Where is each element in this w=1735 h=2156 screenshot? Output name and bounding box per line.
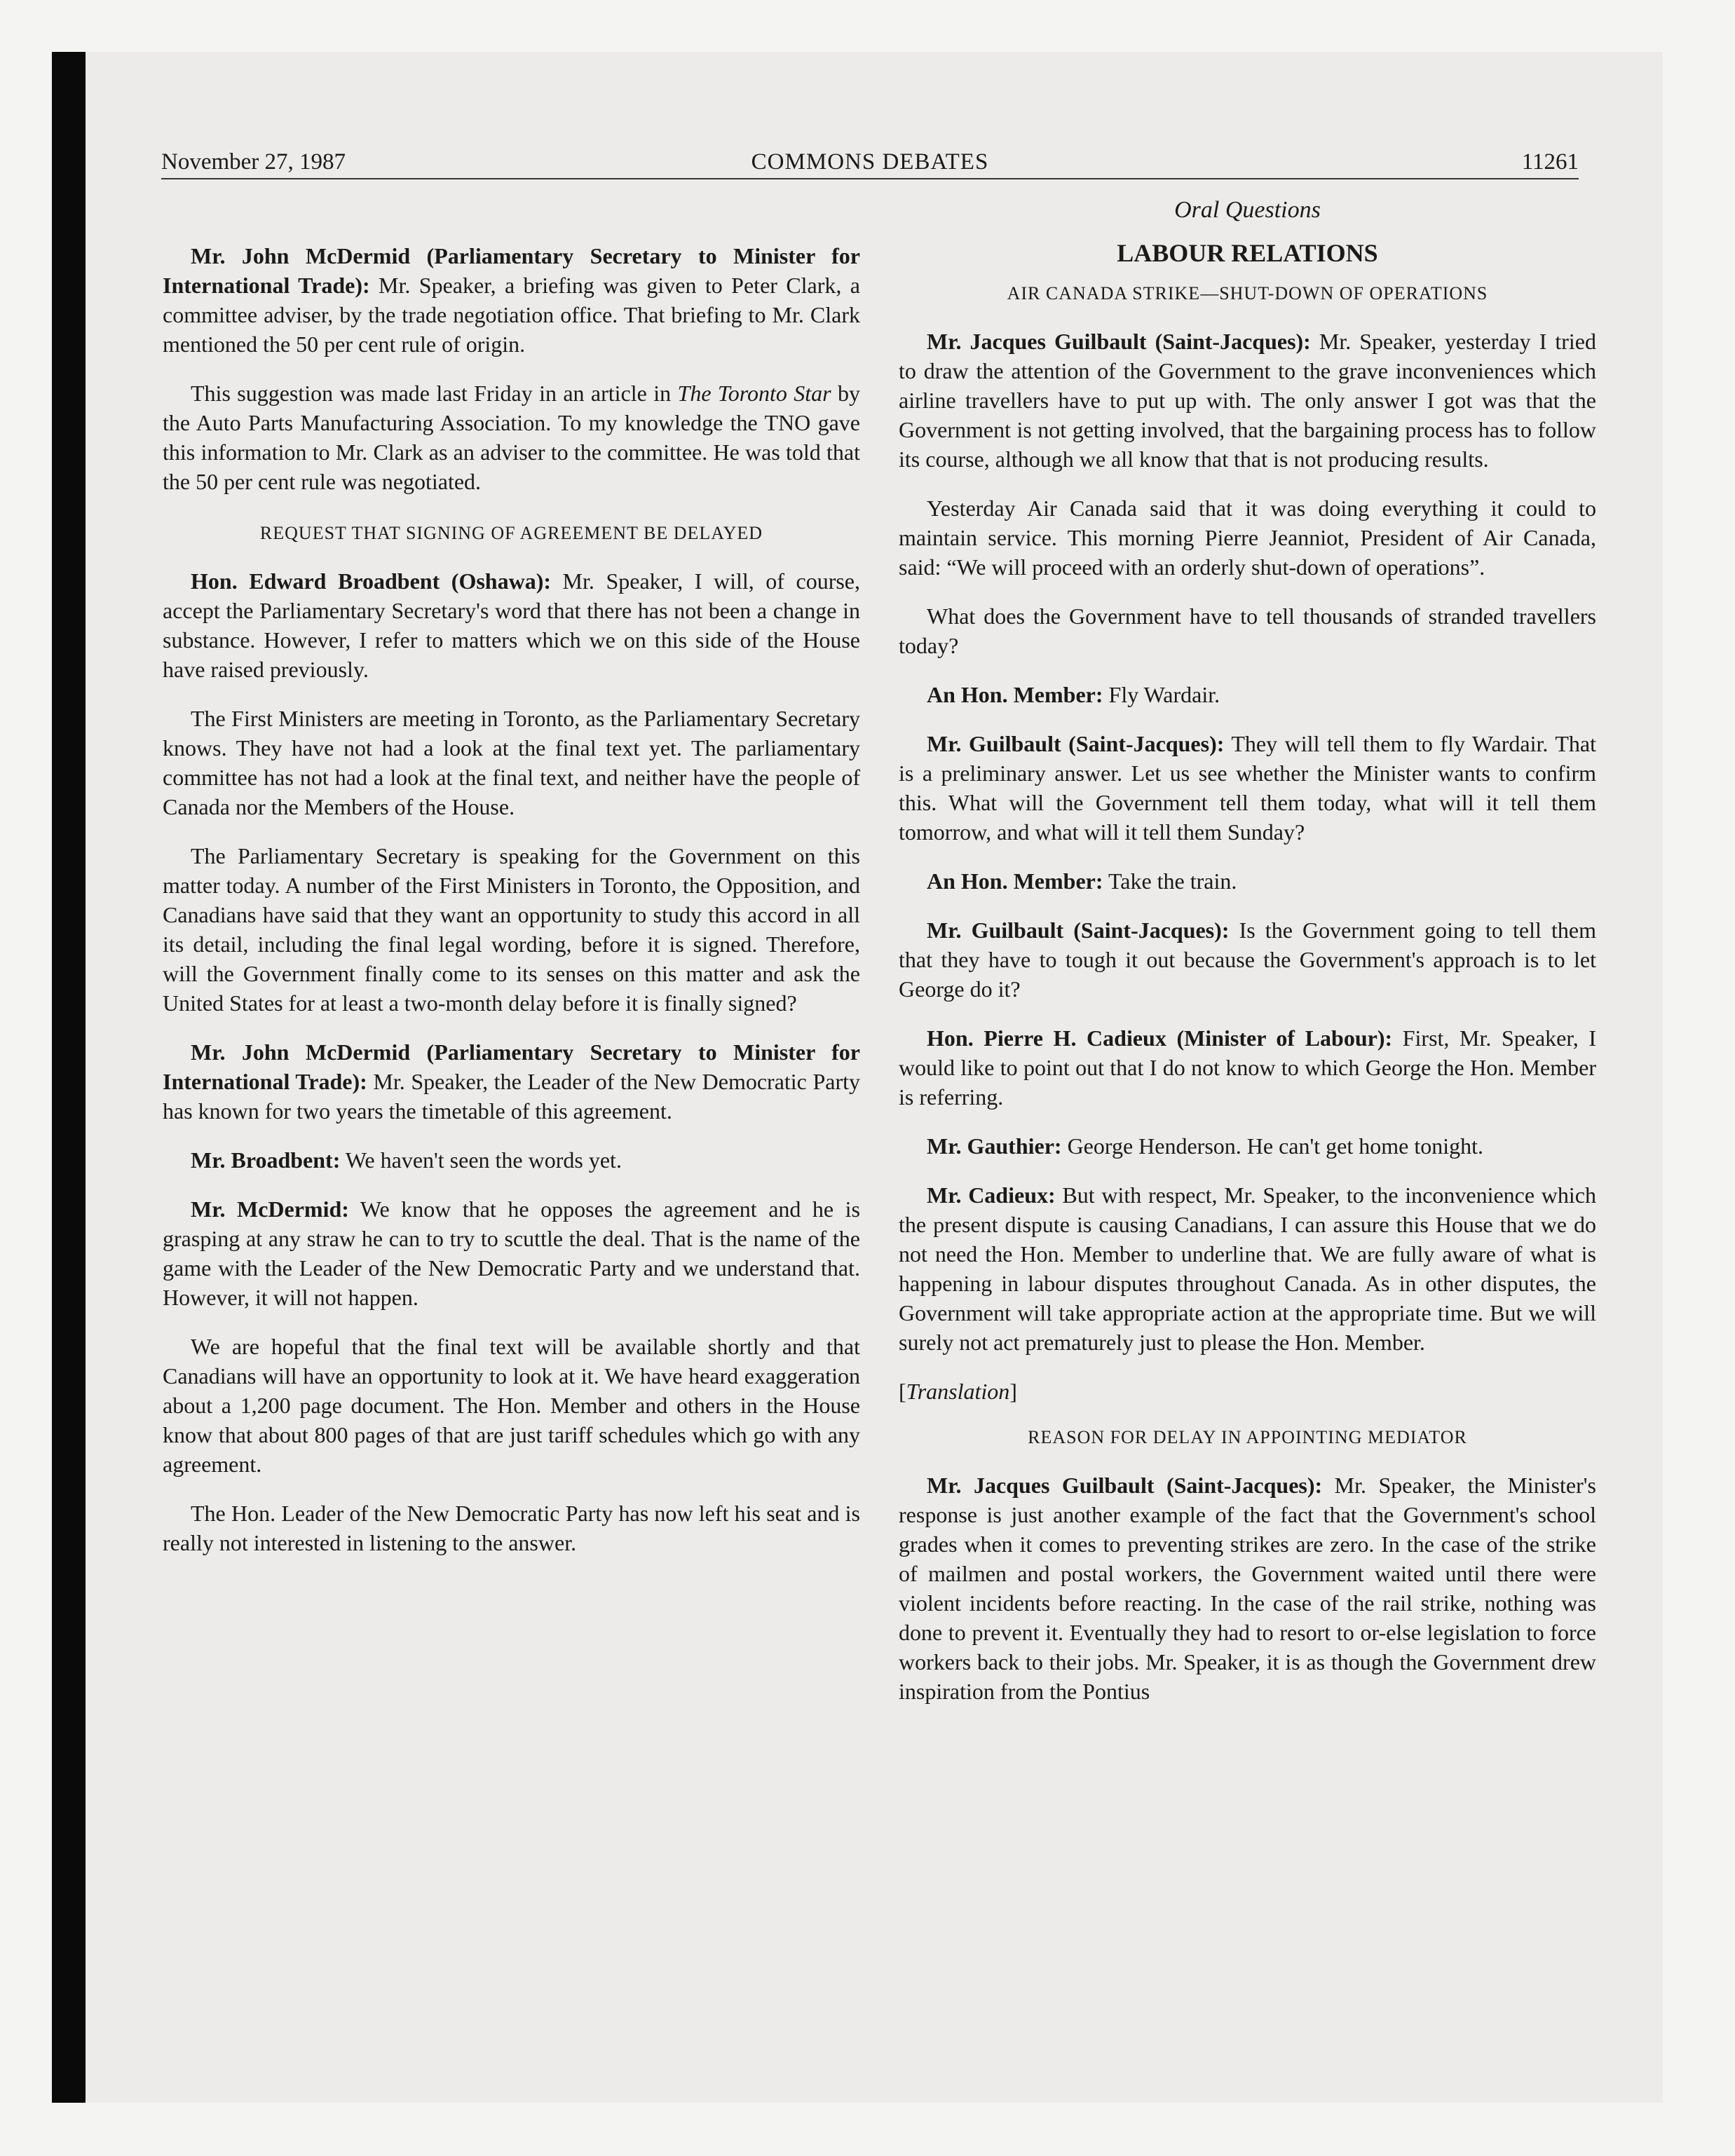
speaker-name: Mr. Guilbault (Saint-Jacques): xyxy=(927,917,1230,943)
paragraph xyxy=(163,378,860,496)
paragraph: We are hopeful that the final text will be available shortly and that Canadians will have an opportunity to look at it. We have heard exaggeration about a 1,200 page document. The Hon. Member and others in the House know that about 800 pages of that are just tariff schedules which go with any agreement. xyxy=(163,1334,860,1477)
paragraph-text: This suggestion was made last Friday in an article in xyxy=(191,381,678,406)
paragraph xyxy=(899,729,1596,847)
paragraph xyxy=(163,241,860,359)
paragraph xyxy=(899,915,1596,1004)
paragraph-text: Mr. Speaker, yesterday I tried to draw the attention of the Government to the grave inconveniences which airline travellers have to put up with. The only answer I got was that the Government is not getting involved, that the bargaining process has to follow its course, although we all know that that is not producing results. xyxy=(899,329,1597,472)
speaker-name: An Hon. Member: xyxy=(927,682,1103,707)
paragraph: The First Ministers are meeting in Toronto, as the Parliamentary Secretary knows. They have not had a look at the final text yet. The parliamentary committee has not had a look at the final text, and neither have the people of Canada nor the Members of the House. xyxy=(163,706,860,819)
paragraph: What does the Government have to tell thousands of stranded travellers today? xyxy=(899,603,1596,658)
paragraph-text: But with respect, Mr. Speaker, to the inconvenience which the present dispute is causing Canadians, I can assure this House that we do not need the Hon. Member to underline that. We are fully aware of what is happening in labour disputes throughout Canada. As in other disputes, the Government will take appropriate action at the appropriate time. But we will surely not act prematurely just to please the Hon. Member. xyxy=(899,1182,1597,1355)
paragraph xyxy=(899,866,1596,896)
running-head xyxy=(161,146,1579,179)
paragraph-text: We know that he opposes the agreement and he is grasping at any straw he can to try to scuttle the deal. That is the name of the game with the Leader of the New Democratic Party and we understand that. However, it will not happen. xyxy=(163,1196,860,1310)
paragraph-text: Mr. Speaker, the Leader of the New Democratic Party has known for two years the timetable of this agreement. xyxy=(163,1069,861,1124)
subheading: AIR CANADA STRIKE—SHUT-DOWN OF OPERATIONS xyxy=(1007,283,1488,303)
speaker-name: Mr. Broadbent: xyxy=(191,1147,341,1173)
paragraph xyxy=(163,1145,860,1175)
paragraph xyxy=(163,566,860,684)
page-number: 11261 xyxy=(1521,149,1579,175)
translation-marker xyxy=(899,1377,1596,1406)
speaker-name: Mr. John McDermid (Parliamentary Secretary to Minister for International Trade): xyxy=(163,1039,860,1094)
paragraph-text: Mr. Speaker, a briefing was given to Peter Clark, a committee adviser, by the trade negotiation office. That briefing to Mr. Clark mentioned the 50 per cent rule of origin. xyxy=(163,273,861,357)
publication-title: COMMONS DEBATES xyxy=(751,149,989,175)
speaker-name: An Hon. Member: xyxy=(927,868,1103,894)
paragraph xyxy=(899,680,1596,709)
newspaper-title: The Toronto Star xyxy=(677,381,831,406)
subheading: REASON FOR DELAY IN APPOINTING MEDIATOR xyxy=(1028,1427,1467,1447)
speaker-name: Mr. Jacques Guilbault (Saint-Jacques): xyxy=(927,1473,1323,1498)
paragraph: The Parliamentary Secretary is speaking for the Government on this matter today. A number of the First Ministers in Toronto, the Opposition, and Canadians have said that they want an opportunity to study this accord in all its detail, including the final legal wording, before it is signed. Therefore, will the Government finally come to its senses on this matter and ask the United States for at least a two-month delay before it is finally signed? xyxy=(163,843,860,1016)
speaker-name: Mr. Guilbault (Saint-Jacques): xyxy=(927,731,1225,756)
bracket-open: [ xyxy=(899,1379,906,1404)
speaker-name: Mr. Gauthier: xyxy=(927,1133,1062,1159)
subheading: REQUEST THAT SIGNING OF AGREEMENT BE DELAYED xyxy=(259,523,763,543)
paragraph-text: Is the Government going to tell them that they have to tough it out because the Government's approach is to let George do it? xyxy=(899,917,1597,1002)
speaker-name: Mr. John McDermid (Parliamentary Secretary to Minister for International Trade): xyxy=(163,243,860,298)
paragraph-text: Mr. Speaker, I will, of course, accept the Parliamentary Secretary's word that there has not been a change in substance. However, I refer to matters which we on this side of the House have raised previously. xyxy=(163,568,861,682)
paragraph xyxy=(163,1194,860,1312)
speaker-name: Mr. Cadieux: xyxy=(927,1182,1056,1208)
paragraph-text: First, Mr. Speaker, I would like to point out that I do not know to which George the Hon. Member is referring. xyxy=(899,1025,1597,1110)
paragraph: Yesterday Air Canada said that it was doing everything it could to maintain service. This morning Pierre Jeanniot, President of Air Canada, said: “We will proceed with an orderly shut-down of operations”. xyxy=(899,496,1596,580)
left-column xyxy=(163,241,860,1577)
scan-edge xyxy=(52,52,86,2103)
paragraph xyxy=(899,327,1596,474)
translation-label: Translation xyxy=(906,1379,1010,1404)
paragraph-text: by the Auto Parts Manufacturing Association. To my knowledge the TNO gave this information to Mr. Clark as an adviser to the committee. He was told that the 50 per cent rule was negotiated. xyxy=(163,381,861,494)
paragraph-text: They will tell them to fly Wardair. That is a preliminary answer. Let us see whether the Minister wants to confirm this. What will the Government tell them today, what will it tell them tomorrow, and what will it tell them Sunday? xyxy=(899,731,1597,845)
paragraph-text: Fly Wardair. xyxy=(1103,682,1220,707)
paragraph-text: Mr. Speaker, the Minister's response is just another example of the fact that the Government's school grades when it comes to preventing strikes are zero. In the case of the strike of mailmen and postal workers, the Government waited until there were violent incidents before reacting. In the case of the rail strike, nothing was done to prevent it. Eventually they had to resort to or-else legislation to force workers back to their jobs. Mr. Speaker, it is as though the Government drew inspiration from the Pontius xyxy=(899,1473,1597,1704)
section-heading: LABOUR RELATIONS xyxy=(1117,239,1378,267)
speaker-name: Hon. Pierre H. Cadieux (Minister of Labour): xyxy=(927,1025,1393,1051)
paragraph-text: We haven't seen the words yet. xyxy=(340,1147,622,1173)
paragraph xyxy=(163,1037,860,1126)
right-column xyxy=(899,196,1596,1726)
speaker-name: Mr. Jacques Guilbault (Saint-Jacques): xyxy=(927,329,1311,354)
page xyxy=(86,52,1663,2103)
paragraph-text: George Henderson. He can't get home tonight. xyxy=(1061,1133,1484,1159)
speaker-name: Mr. McDermid: xyxy=(191,1196,349,1222)
paragraph: The Hon. Leader of the New Democratic Party has now left his seat and is really not interested in listening to the answer. xyxy=(163,1501,860,1555)
bracket-close: ] xyxy=(1009,1379,1017,1404)
paragraph xyxy=(899,1023,1596,1112)
paragraph-text: Take the train. xyxy=(1103,868,1237,894)
speaker-name: Hon. Edward Broadbent (Oshawa): xyxy=(191,568,552,594)
paragraph xyxy=(899,1180,1596,1357)
section-label: Oral Questions xyxy=(1174,197,1321,223)
header-date: November 27, 1987 xyxy=(161,149,346,175)
paragraph xyxy=(899,1131,1596,1161)
paragraph xyxy=(899,1471,1596,1706)
